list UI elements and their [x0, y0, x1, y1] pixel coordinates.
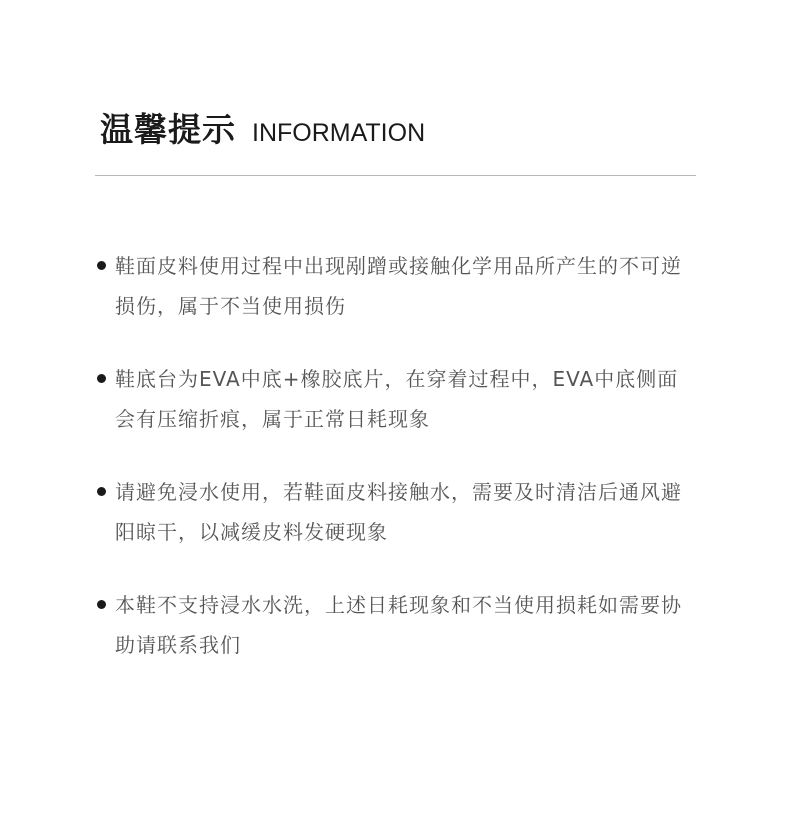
note-item-4	[95, 585, 695, 665]
bullet-dot-icon	[97, 600, 106, 609]
bullet-dot-icon	[97, 487, 106, 496]
note-item-3	[95, 472, 695, 552]
bullet-dot-icon	[97, 261, 106, 270]
note-item-2	[95, 359, 695, 439]
note-text-4: 本鞋不支持浸水水洗，上述日耗现象和不当使用损耗如需要协助请联系我们	[115, 593, 682, 657]
note-text-3: 请避免浸水使用，若鞋面皮料接触水，需要及时清洁后通风避阳晾干，以减缓皮料发硬现象	[115, 480, 682, 544]
section-header	[100, 104, 425, 151]
note-text-1: 鞋面皮料使用过程中出现剐蹭或接触化学用品所产生的不可逆损伤，属于不当使用损伤	[115, 254, 682, 318]
bullet-dot-icon	[97, 374, 106, 383]
note-item-1	[95, 246, 695, 326]
header-title-cn: 温馨提示	[100, 110, 236, 149]
header-divider	[95, 175, 696, 176]
notes-list	[95, 246, 695, 698]
note-text-2: 鞋底台为EVA中底+橡胶底片，在穿着过程中，EVA中底侧面会有压缩折痕，属于正常日耗现象	[115, 367, 679, 431]
header-title-en: INFORMATION	[252, 119, 426, 147]
